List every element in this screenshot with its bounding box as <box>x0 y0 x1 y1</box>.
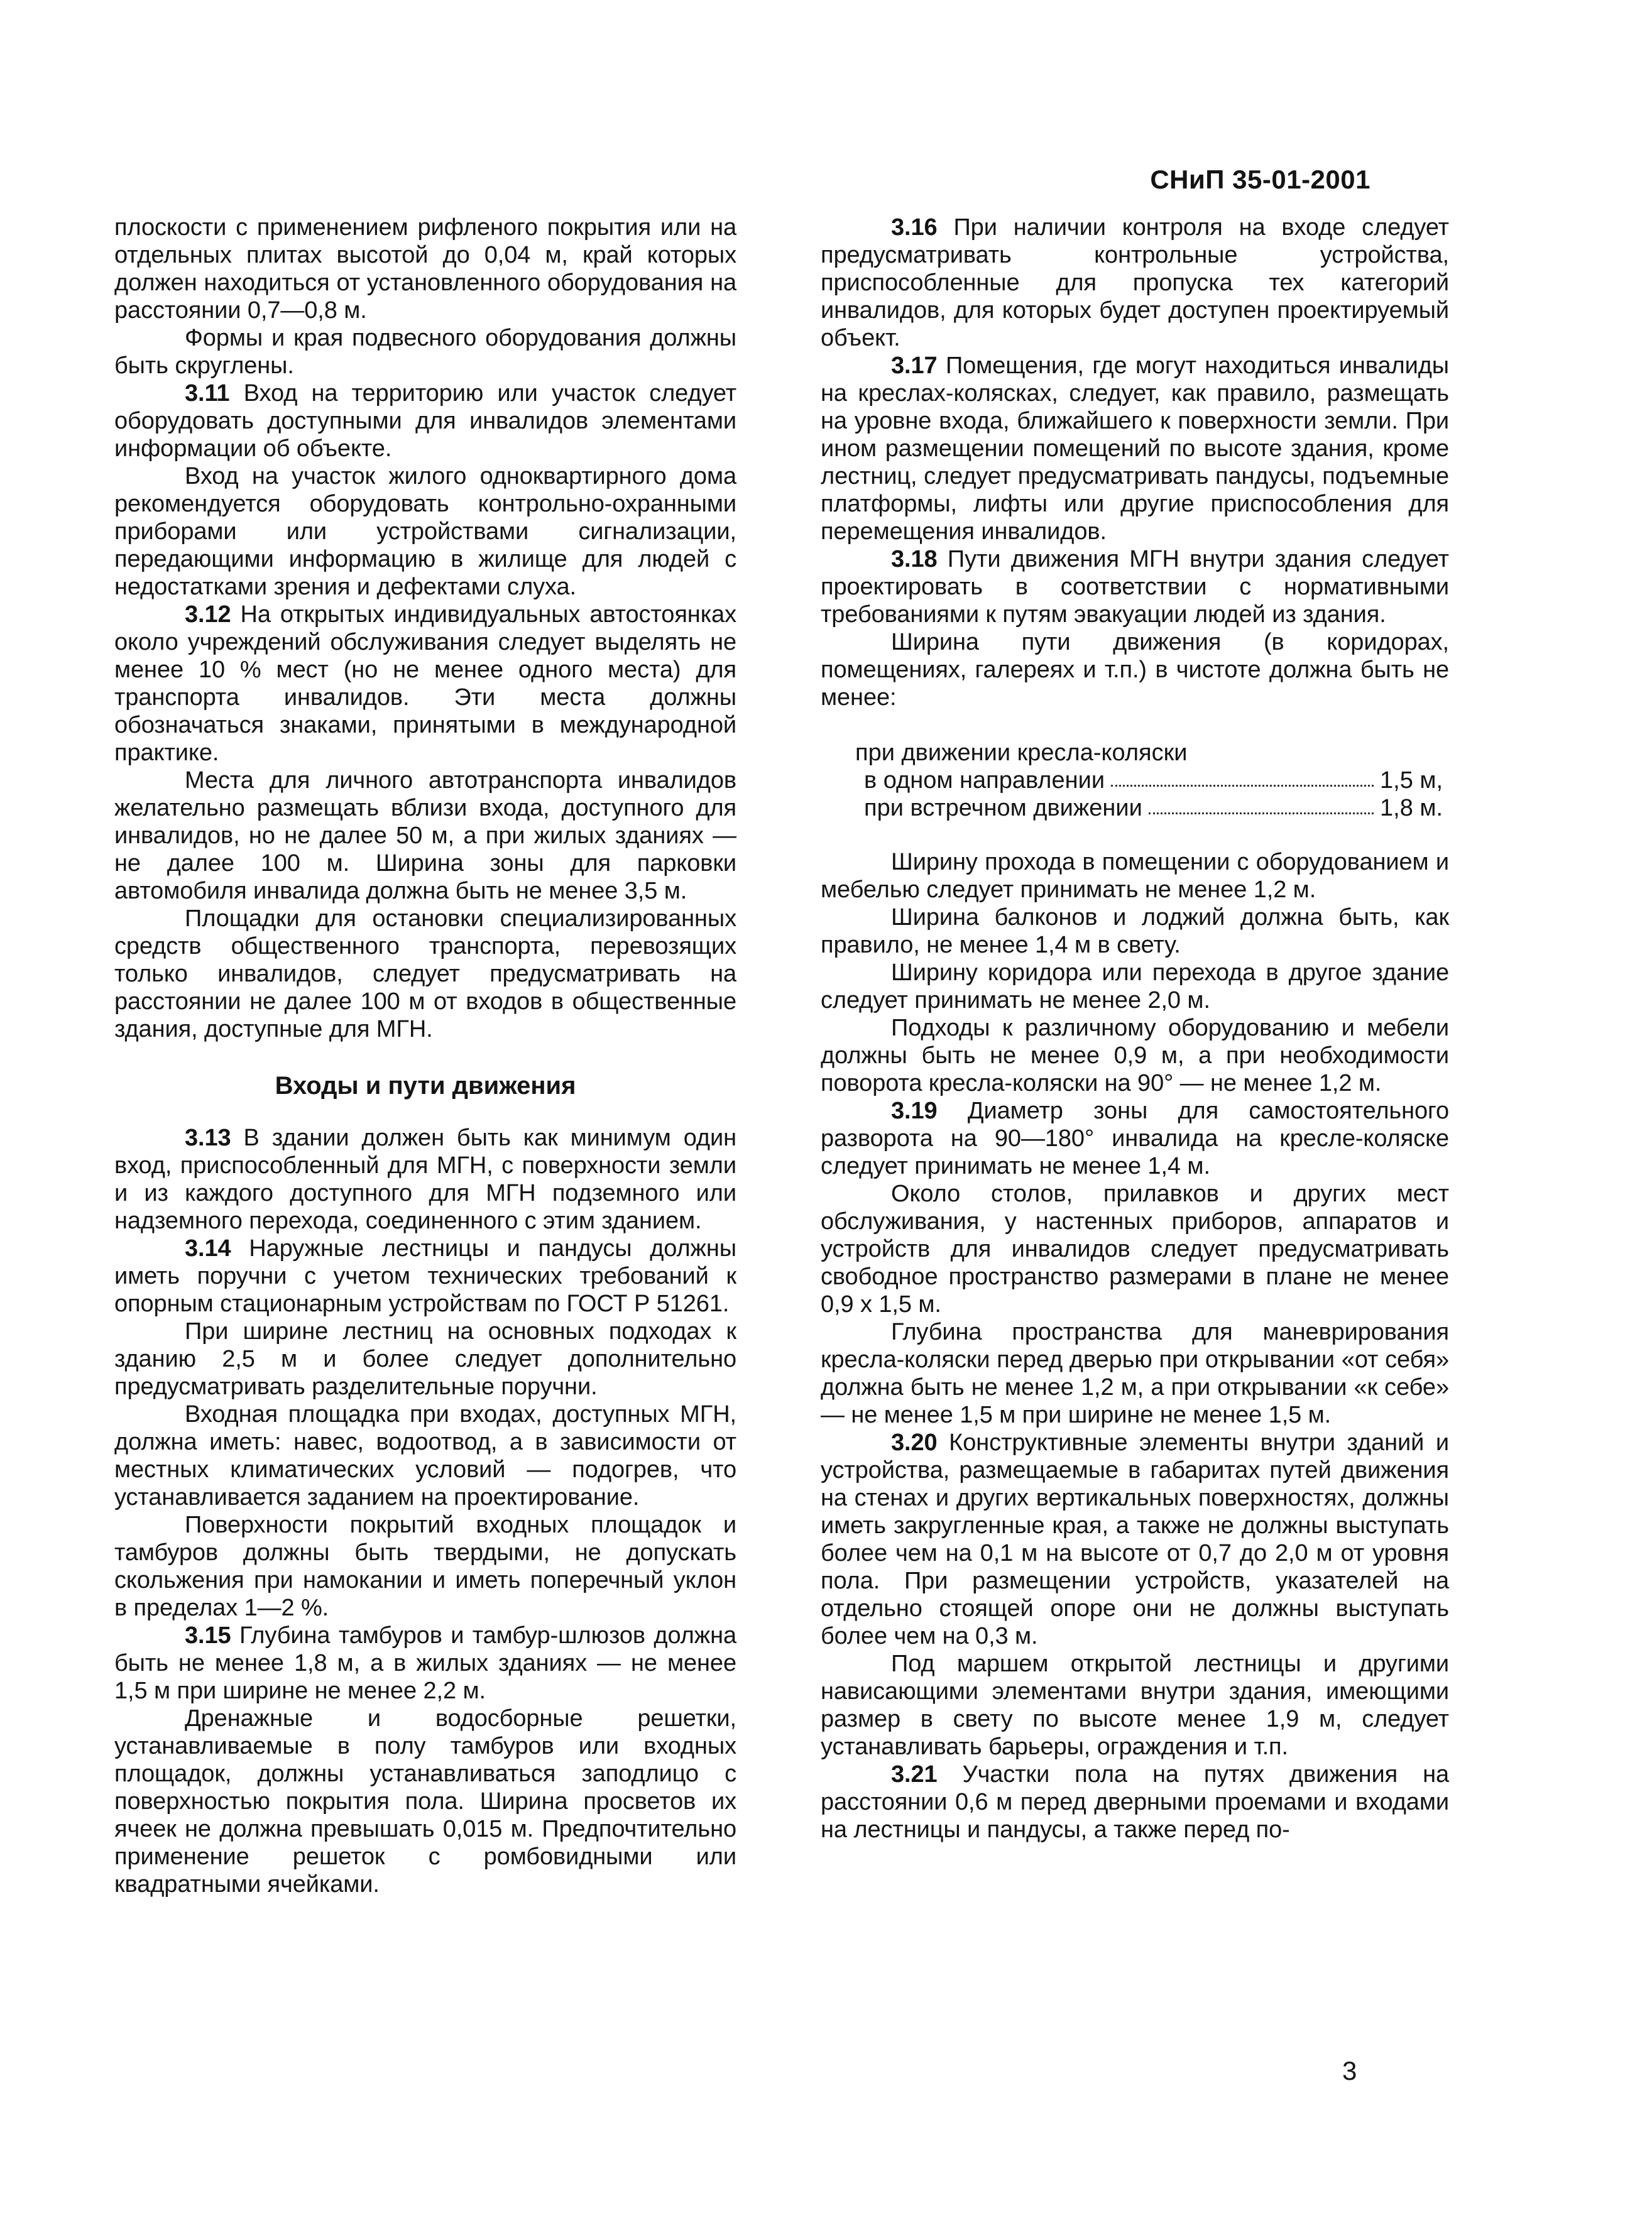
clause-number: 3.17 <box>891 352 938 379</box>
page-number: 3 <box>1342 2056 1357 2085</box>
paragraph-text: Формы и края подвесного оборудования должны быть скруглены. <box>114 325 736 379</box>
paragraph-text: Входная площадка при входах, доступных МГН, должна иметь: навес, водоотвод, а в зависимости от местных климатических условий — подогрев, что устанавливается заданием на проектирование. <box>114 1401 736 1511</box>
paragraph-text: Подходы к различному оборудованию и мебели должны быть не менее 0,9 м, а при необходимости поворота кресла-коляски на 90° — не менее 1,2 м. <box>821 1015 1449 1096</box>
paragraph <box>114 767 736 905</box>
paragraph-text: Вход на территорию или участок следует оборудовать доступными для инвалидов элементами информации об объекте. <box>114 380 736 462</box>
paragraph-text: При наличии контроля на входе следует предусматривать контрольные устройства, приспособленные для пропуска тех категорий инвалидов, для которых будет доступен проектируемый объект. <box>821 214 1449 351</box>
paragraph-text: Места для личного автотранспорта инвалидов желательно размещать вблизи входа, доступного для инвалидов, но не далее 50 м, а при жилых зданиях — не далее 100 м. Ширина зоны для парковки автомобиля инвалида должна быть не менее 3,5 м. <box>114 767 736 904</box>
paragraph <box>114 1401 736 1511</box>
section-heading: Входы и пути движения <box>275 1072 576 1100</box>
width-list-item <box>855 767 1449 794</box>
paragraph <box>821 628 1449 711</box>
paragraph-text: Ширину прохода в помещении с оборудованием и мебелью следует принимать не менее 1,2 м. <box>821 849 1449 903</box>
paragraph <box>114 380 736 462</box>
right-paragraphs-after <box>821 848 1449 1844</box>
paragraph <box>114 1622 736 1705</box>
paragraph-text: При ширине лестниц на основных подходах к зданию 2,5 м и более следует дополнительно предусматривать разделительные поручни. <box>114 1318 736 1400</box>
right-column <box>821 214 1449 1844</box>
paragraph <box>821 545 1449 628</box>
paragraph-text: Наружные лестницы и пандусы должны иметь поручни с учетом технических требований к опорным стационарным устройствам по ГОСТ Р 51261. <box>114 1235 736 1317</box>
clause-number: 3.14 <box>185 1235 231 1262</box>
paragraph-text: Ширину коридора или перехода в другое здание следует принимать не менее 2,0 м. <box>821 959 1449 1014</box>
clause-number: 3.13 <box>185 1125 231 1151</box>
paragraph-text: Под маршем открытой лестницы и другими нависающими элементами внутри здания, имеющими размер в свету по высоте менее 1,9 м, следует устанавливать барьеры, ограждения и т.п. <box>821 1651 1449 1760</box>
clause-number: 3.20 <box>891 1429 938 1456</box>
width-list <box>855 739 1449 822</box>
paragraph <box>821 904 1449 959</box>
clause-number: 3.12 <box>185 601 231 628</box>
paragraph <box>821 959 1449 1014</box>
paragraph <box>114 462 736 601</box>
paragraph-text: Дренажные и водосборные решетки, устанавливаемые в полу тамбуров или входных площадок, должны устанавливаться заподлицо с поверхностью покрытия пола. Ширина просветов их ячеек не должна превышать 0,015 м. Предпочтительно применение решеток с ромбовидными или квадратными ячейками. <box>114 1705 736 1898</box>
paragraph <box>114 214 736 324</box>
paragraph <box>821 1097 1449 1180</box>
width-list-intro: при движении кресла-коляски <box>855 740 1188 766</box>
paragraph <box>114 1235 736 1318</box>
dot-leader <box>1111 767 1374 787</box>
paragraph <box>821 1014 1449 1097</box>
paragraph <box>114 601 736 767</box>
paragraph-text: Ширина пути движения (в коридорах, помещениях, галереях и т.п.) в чистоте должна быть не менее: <box>821 629 1449 711</box>
paragraph-text: Ширина балконов и лоджий должна быть, как правило, не менее 1,4 м в свету. <box>821 904 1449 958</box>
paragraph-text: Помещения, где могут находиться инвалиды на креслах-колясках, следует, как правило, размещать на уровне входа, ближайшего к поверхности земли. При ином размещении помещений по высоте здания, кроме лестниц, следует предусматривать пандусы, подъемные платформы, лифты или другие приспособления для перемещения инвалидов. <box>821 352 1449 545</box>
paragraph-text: Участки пола на путях движения на расстоянии 0,6 м перед дверными проемами и входами на лестницы и пандусы, а также перед по- <box>821 1761 1449 1843</box>
clause-number: 3.21 <box>891 1761 938 1788</box>
paragraph-text: Глубина тамбуров и тамбур-шлюзов должна быть не менее 1,8 м, а в жилых зданиях — не менее 1,5 м при ширине не менее 2,2 м. <box>114 1622 736 1704</box>
left-paragraphs <box>114 214 736 1043</box>
paragraph <box>821 1761 1449 1844</box>
paragraph-text: Конструктивные элементы внутри зданий и устройства, размещаемые в габаритах путей движения на стенах и других вертикальных поверхностях, должны иметь закругленные края, а также не должны выступать более чем на 0,1 м на высоте от 0,7 до 2,0 м от уровня пола. При размещении устройств, указателей на отдельно стоящей опоре они не должны выступать более чем на 0,3 м. <box>821 1429 1449 1649</box>
clause-number: 3.19 <box>891 1098 938 1124</box>
paragraph <box>114 1124 736 1235</box>
left-column <box>114 214 736 1898</box>
width-list-item <box>855 794 1449 822</box>
left-paragraphs-after <box>114 1124 736 1898</box>
paragraph <box>114 324 736 380</box>
paragraph <box>821 1650 1449 1761</box>
paragraph-text: На открытых индивидуальных автостоянках около учреждений обслуживания следует выделять не менее 10 % мест (но не менее одного места) для транспорта инвалидов. Эти места должны обозначаться знаками, принятыми в международной практике. <box>114 601 736 766</box>
paragraph-text: Площадки для остановки специализированных средств общественного транспорта, перевозящих только инвалидов, следует предусматривать на расстоянии не далее 100 м от входов в общественные здания, доступные для МГН. <box>114 905 736 1042</box>
paragraph-text: Вход на участок жилого одноквартирного дома рекомендуется оборудовать контрольно-охранными приборами или устройствами сигнализации, передающими информацию в жилище для людей с недостатками зрения и дефектами слуха. <box>114 463 736 600</box>
paragraph <box>114 905 736 1043</box>
paragraph <box>821 848 1449 904</box>
dot-leader <box>1149 794 1374 814</box>
right-paragraphs <box>821 214 1449 711</box>
paragraph <box>821 214 1449 352</box>
clause-number: 3.11 <box>185 380 230 407</box>
width-list-value: 1,5 м, <box>1380 767 1443 794</box>
paragraph <box>821 1318 1449 1429</box>
paragraph-text: В здании должен быть как минимум один вход, приспособленный для МГН, с поверхности земли и из каждого доступного для МГН подземного или надземного перехода, соединенного с этим зданием. <box>114 1125 736 1234</box>
paragraph <box>821 1180 1449 1318</box>
paragraph <box>821 1429 1449 1650</box>
width-list-label: в одном направлении <box>864 767 1105 794</box>
paragraph-text: Глубина пространства для маневрирования кресла-коляски перед дверью при открывании «от себя» должна быть не менее 1,2 м, а при открывании «к себе» — не менее 1,5 м при ширине не менее 1,5 м. <box>821 1319 1449 1428</box>
paragraph-text: Диаметр зоны для самостоятельного разворота на 90—180° инвалида на кресле-коляске следует принимать не менее 1,4 м. <box>821 1098 1449 1179</box>
paragraph <box>114 1318 736 1401</box>
width-list-label: при встречном движении <box>864 795 1142 821</box>
clause-number: 3.15 <box>185 1622 231 1649</box>
paragraph <box>114 1705 736 1898</box>
paragraph <box>821 352 1449 545</box>
paragraph-text: плоскости с применением рифленого покрытия или на отдельных плитах высотой до 0,04 м, край которых должен находиться от установленного оборудования на расстоянии 0,7—0,8 м. <box>114 214 736 324</box>
paragraph-text: Около столов, прилавков и других мест обслуживания, у настенных приборов, аппаратов и устройств для инвалидов следует предусматривать свободное пространство размерами в плане не менее 0,9 х 1,5 м. <box>821 1181 1449 1318</box>
paragraph-text: Пути движения МГН внутри здания следует проектировать в соответствии с нормативными требованиями к путям эвакуации людей из здания. <box>821 546 1449 628</box>
paragraph-text: Поверхности покрытий входных площадок и тамбуров должны быть твердыми, не допускать скольжения при намокании и иметь поперечный уклон в пределах 1—2 %. <box>114 1512 736 1621</box>
clause-number: 3.16 <box>891 214 938 241</box>
standard-code: СНиП 35-01-2001 <box>1150 165 1370 194</box>
paragraph <box>114 1511 736 1622</box>
clause-number: 3.18 <box>891 546 938 572</box>
width-list-value: 1,8 м. <box>1380 795 1443 821</box>
